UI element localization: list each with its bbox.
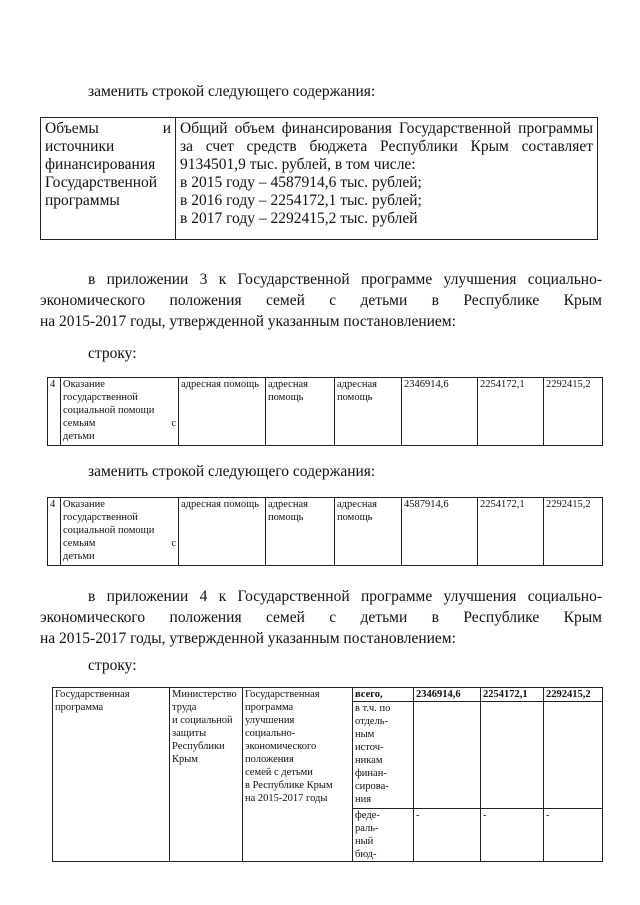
federal-value: - [544,809,603,862]
new-row-table [47,497,603,566]
value-cell: 2346914,6 [402,378,478,446]
sources-label-line: сирова- [355,781,389,792]
row-name-line: детьми [63,431,95,442]
sources-label-line: отдель- [355,716,389,727]
total-value: 2346914,6 [414,688,481,702]
aid-type-cell: адресная помощь [335,378,402,446]
value-cell: 2292415,2 [544,378,603,446]
row-name-cell [61,378,179,446]
federal-value: - [481,809,544,862]
funding-value-cell [176,118,598,240]
funding-label-cell [41,118,176,240]
funding-label-word-2: и [162,120,171,137]
stroku-text: строку: [88,657,137,674]
ministry-line: Республики [172,741,225,752]
empty-cell [481,702,544,809]
ministry-line: Крым [172,754,198,765]
row-name-word: с [171,418,176,429]
row-name-line: Оказание [63,379,105,390]
funding-value-line: за счет средств бюджета Республики Крым составляет [180,138,593,155]
sources-label-cell [353,702,414,809]
value-cell: 2292415,2 [544,498,603,566]
sources-label-line: никам [355,755,383,766]
funding-label-line: источники [45,138,115,155]
program-name-cell: Государственная программа [53,688,170,862]
program-title-line: положения [245,754,294,765]
program-title-line: программа [245,702,294,713]
row-name-word: с [171,538,176,549]
program-title-line: социально- [245,728,296,739]
value-cell: 2254172,1 [478,378,544,446]
federal-label-line: раль- [355,823,379,834]
row-name-line: государственной [63,512,138,523]
sources-label-line: ным [355,729,375,740]
funding-table [40,117,598,240]
row-name-word: семьям [63,538,96,549]
row-number: 4 [48,498,61,566]
sources-label-line: финан- [355,768,387,779]
value-cell: 4587914,6 [402,498,478,566]
federal-label-line: ный [355,836,374,847]
federal-label-line: феде- [355,810,380,821]
value-cell: 2254172,1 [478,498,544,566]
ministry-line: и социальной [172,715,233,726]
funding-value-line: в 2015 году – 4587914,6 тыс. рублей; [180,174,422,191]
program-title-line: экономического [245,741,317,752]
total-value: 2254172,1 [481,688,544,702]
ministry-line: защиты [172,728,207,739]
program-title-line: на 2015-2017 годы [245,793,328,804]
funding-label-word-1: Объемы [45,120,99,137]
program-table [52,687,603,862]
row-name-cell [61,498,179,566]
program-title-cell [243,688,353,862]
aid-type-cell: адресная помощь [179,378,266,446]
total-label: всего, [353,688,414,702]
row-name-line: социальной помощи [63,405,155,416]
funding-label-line: программы [45,192,120,209]
ministry-cell [170,688,243,862]
row-name-line [63,537,176,550]
total-value: 2292415,2 [544,688,603,702]
empty-cell [414,702,481,809]
ministry-line: Министерство труда [172,689,237,713]
row-number: 4 [48,378,61,446]
empty-cell [544,702,603,809]
aid-type-cell: адресная помощь [266,498,335,566]
row-name-line: социальной помощи [63,525,155,536]
federal-label-line: бюд- [355,849,377,860]
program-title-line: Государственная [245,689,320,700]
old-row-table [47,377,603,446]
program-title-line: семей с детьми [245,767,313,778]
program-title-line: в Республике Крым [245,780,333,791]
row-name-word: семьям [63,418,96,429]
appendix4-line: в приложении 4 к Государственной программе улучшения социально- [88,588,602,605]
aid-type-cell: адресная помощь [335,498,402,566]
row-name-line [63,417,176,430]
stroku-text: строку: [88,345,137,362]
aid-type-cell: адресная помощь [179,498,266,566]
replace-intro-text: заменить строкой следующего содержания: [88,83,376,100]
sources-label-line: источ- [355,742,384,753]
funding-value-line: в 2016 году – 2254172,1 тыс. рублей; [180,192,422,209]
funding-value-line: в 2017 году – 2292415,2 тыс. рублей [180,210,418,227]
funding-value-line: Общий объем финансирования Государственной программы [180,120,593,137]
aid-type-cell: адресная помощь [266,378,335,446]
row-name-line: Оказание [63,499,105,510]
sources-label-line: в т.ч. по [355,703,391,714]
funding-value-line: 9134501,9 тыс. рублей, в том числе: [180,156,416,173]
appendix3-line: на 2015-2017 годы, утвержденной указанным постановлением: [40,313,456,330]
funding-label-line: Государственной [45,174,158,191]
appendix3-line: экономического положения семей с детьми в Республике Крым [40,292,602,309]
funding-label-line: финансирования [45,156,156,173]
replace-intro-text: заменить строкой следующего содержания: [88,463,376,480]
appendix4-line: экономического положения семей с детьми в Республике Крым [40,609,602,626]
federal-value: - [414,809,481,862]
appendix3-line: в приложении 3 к Государственной программе улучшения социально- [88,271,602,288]
row-name-line: государственной [63,392,138,403]
federal-label-cell [353,809,414,862]
row-name-line: детьми [63,551,95,562]
appendix4-line: на 2015-2017 годы, утвержденной указанным постановлением: [40,630,456,647]
program-title-line: улучшения [245,715,295,726]
sources-label-line: ния [355,794,372,805]
